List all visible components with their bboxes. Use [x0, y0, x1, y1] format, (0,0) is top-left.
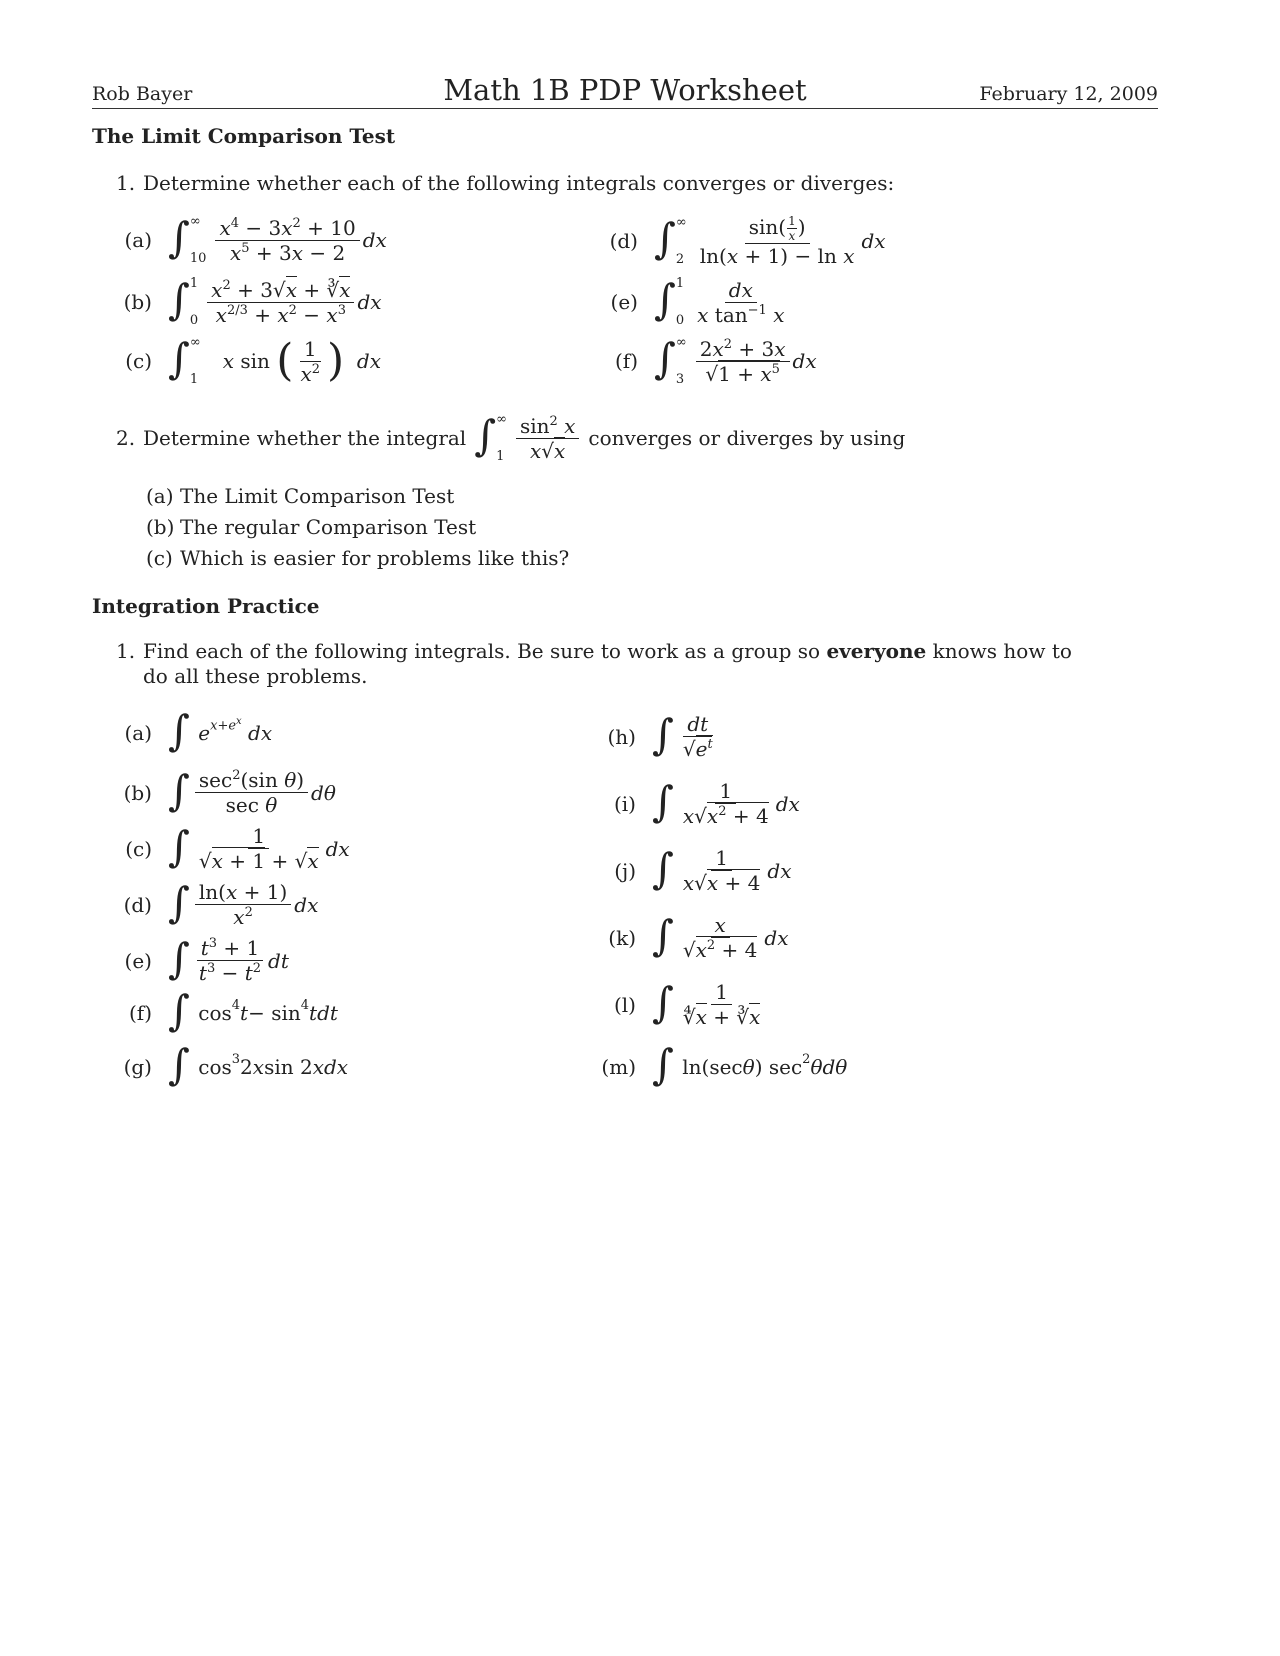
integral-expression: ∫ $\frac{\ln(x + 1)}{x^2}$ dx	[168, 877, 319, 929]
s2-item-b	[112, 765, 336, 817]
s2-item-m	[596, 1040, 848, 1089]
s2-item-g	[112, 1040, 349, 1089]
section-title-integration-practice: Integration Practice	[92, 594, 320, 618]
page-title: Math 1B PDP Worksheet	[443, 73, 807, 107]
s2-item-e	[112, 933, 289, 985]
s1-problem-2	[116, 412, 1016, 464]
item-label: (a)	[124, 721, 152, 745]
item-label: (c)	[125, 349, 152, 373]
item-label: (m)	[601, 1055, 636, 1079]
integral-expression: ∫ ∞ 3 $\frac{2x^2 + 3x}{√1 + x^5}$ dx	[654, 334, 817, 387]
integral-expression: ∫ $\frac{t^3 + 1}{t^3 - t^2}$ dt	[168, 933, 289, 985]
integral-expression: ∫ ∞ 1 x sin ( $\frac{1}{x^2}$ ) dx	[168, 334, 381, 387]
item-label: (c)	[125, 836, 152, 861]
s2-item-f	[112, 986, 338, 1035]
item-label: (h)	[607, 724, 636, 749]
integral-expression: ∫ ∞ 2 sin( $\frac{1}{x}$ ) ln(x + 1) − ln x dx	[654, 214, 886, 268]
item-label: (f)	[614, 349, 638, 373]
problem-text-after: converges or diverges by using	[588, 426, 906, 450]
integral-expression: ∫ cos 4 t − sin 4 tdt	[168, 986, 338, 1035]
item-label: (l)	[613, 992, 636, 1017]
integral-expression: ∫ cos 3 2 x sin 2 xdx	[168, 1040, 349, 1089]
problem-number: 2.	[116, 426, 136, 450]
s2-item-j	[596, 843, 792, 895]
s1-item-b	[112, 276, 382, 328]
integral-expression: ∫ $\frac{x}{√x^2 + 4}$ dx	[652, 910, 789, 962]
integral-expression: ∫ $\frac{1}{x√x^2 + 4}$ dx	[652, 776, 800, 828]
item-label: (e)	[610, 290, 638, 314]
integral-expression: ∫ 1 0 $\frac{dx}{x \tan^{-1} x}$	[654, 275, 785, 328]
item-label: (g)	[123, 1055, 152, 1079]
problem-number: 1.	[116, 639, 136, 663]
s2-item-a	[112, 706, 273, 755]
s1-item-f	[598, 335, 817, 387]
integral-expression: ∫ e $x+e^x$ dx	[168, 706, 273, 755]
s2-item-d	[112, 877, 319, 929]
s2-item-l	[596, 977, 767, 1029]
item-label: (e)	[124, 948, 152, 973]
problem-text: Find each of the following integrals. Be sure to work as a group so everyone knows how to do all these problems.	[143, 639, 1072, 688]
s2-problem-1	[116, 639, 1096, 699]
problem-text-before: Determine whether the integral	[143, 426, 467, 450]
integral-expression: ∫ $\frac{1}{√x + 1 + √x}$ dx	[168, 821, 350, 873]
s2-item-h	[596, 709, 720, 761]
list-item: (b) The regular Comparison Test	[146, 515, 477, 539]
s1-item-d	[598, 214, 886, 268]
item-label: (b)	[123, 290, 152, 314]
s1-item-a	[112, 214, 387, 266]
integral-expression: ∫ 1 0 $\frac{x^2 + 3√x + ∛x}{x^{2/3} + x^2 - x^3}$ dx	[168, 275, 382, 328]
integral-expression: ∫ ln(sec θ ) sec 2 θdθ	[652, 1040, 848, 1089]
s1-item-e	[598, 276, 791, 328]
s2-item-k	[596, 910, 789, 962]
s2-item-i	[596, 776, 800, 828]
item-label: (a)	[124, 228, 152, 252]
integral-expression: ∫ $\frac{\sec^2(\sin \theta)}{\text{sec θ}}$ dθ	[168, 765, 336, 817]
list-item: (c) Which is easier for problems like this?	[146, 546, 570, 570]
item-label: (j)	[614, 858, 636, 883]
item-label: (f)	[128, 1001, 152, 1025]
problem-number: 1.	[116, 171, 136, 195]
item-label: (d)	[123, 892, 152, 917]
item-label: (d)	[609, 229, 638, 253]
date: February 12, 2009	[979, 83, 1158, 105]
s1-problem-2-parts	[146, 481, 569, 574]
integral-expression: ∫ $\frac{1}{∜x + ∛x}$	[652, 977, 761, 1029]
page-header	[92, 70, 1158, 109]
author: Rob Bayer	[92, 83, 193, 105]
s1-item-c	[112, 335, 381, 387]
integral-expression: ∫ ∞ 10 $\frac{x^4 - 3x^2 + 10}{x^5 + 3x - 2}$ dx	[168, 213, 387, 266]
item-label: (i)	[613, 791, 636, 816]
integral-expression: ∫ $\frac{1}{x√x + 4}$ dx	[652, 843, 792, 895]
integral-expression: ∫ $\frac{dt}{√e^t}$	[652, 709, 713, 761]
s2-item-c	[112, 821, 350, 873]
item-label: (b)	[123, 780, 152, 805]
integral-expression: ∫ ∞ 1 $\frac{\sin^2 x}{x√x}$	[474, 412, 582, 464]
list-item: (a) The Limit Comparison Test	[146, 484, 455, 508]
section-title-limit-comparison: The Limit Comparison Test	[92, 124, 396, 148]
problem-text: Determine whether each of the following integrals converges or diverges:	[143, 171, 895, 195]
item-label: (k)	[608, 925, 636, 950]
